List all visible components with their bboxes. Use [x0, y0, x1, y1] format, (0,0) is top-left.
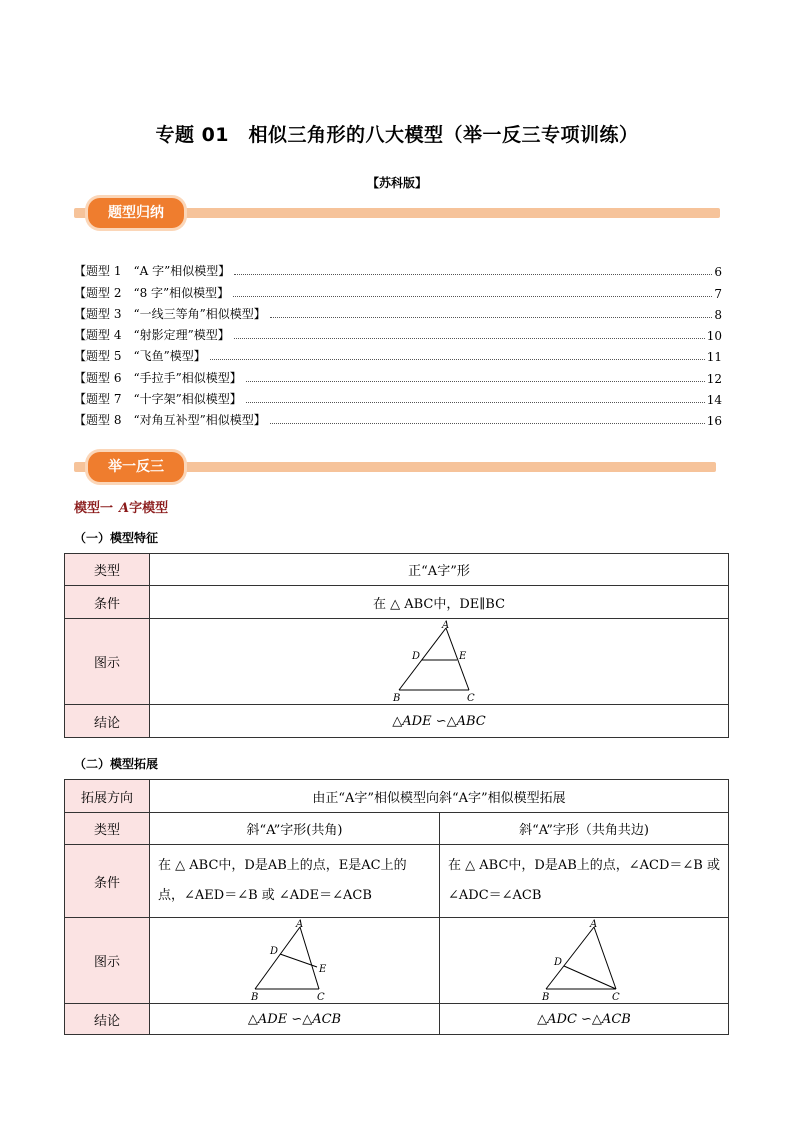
extension-heading: （二）模型拓展 [74, 757, 159, 771]
point-label-b: B [393, 692, 401, 704]
point-label-c: C [467, 692, 475, 704]
condition-left: 在 △ ABC中，D是AB上的点，E是AC上的点，∠AED＝∠B 或 ∠ADE＝∠ACB [150, 845, 440, 918]
page-title: 专题 01 相似三角形的八大模型（举一反三专项训练） [155, 124, 639, 146]
figure-right-cell [440, 918, 729, 1004]
extension-table [64, 779, 729, 1035]
figure-label: 图示 [65, 918, 150, 1004]
type-value: 正“A字”形 [150, 554, 729, 586]
direction-label: 拓展方向 [65, 780, 150, 813]
toc-item[interactable]: 【题型 2 “8 字”相似模型】 7 [74, 285, 722, 301]
type-label: 类型 [65, 554, 150, 586]
svg-text:A: A [295, 918, 303, 930]
conclusion-value: △ADE ∽△ABC [150, 705, 729, 738]
point-label-d: D [412, 650, 421, 662]
svg-text:B: B [542, 991, 550, 1003]
toc-item[interactable]: 【题型 3 “一线三等角”相似模型】 8 [74, 306, 722, 322]
condition-value: 在 △ ABC中，DE∥BC [150, 586, 729, 619]
svg-text:C: C [612, 991, 620, 1003]
table-of-contents [74, 258, 722, 428]
feature-heading: （一）模型特征 [74, 531, 159, 545]
conclusion-label: 结论 [65, 705, 150, 738]
toc-item[interactable]: 【题型 1 “A 字”相似模型】 6 [74, 264, 722, 280]
page-subtitle: 【苏科版】 [366, 176, 427, 190]
conclusion-label: 结论 [65, 1004, 150, 1035]
condition-label: 条件 [65, 586, 150, 619]
figure-left-cell [150, 918, 440, 1004]
section-heading: 模型一 A字模型 [74, 501, 169, 516]
shared-side-triangle-figure [534, 919, 634, 1003]
conclusion-right: △ADC ∽△ACB [440, 1004, 729, 1035]
svg-text:B: B [250, 991, 258, 1003]
svg-text:D: D [554, 956, 563, 968]
type-right: 斜“A”字形（共角共边) [440, 813, 729, 845]
figure-cell [150, 619, 729, 705]
feature-table [64, 553, 729, 738]
summary-banner-tag: 题型归纳 [88, 198, 184, 228]
condition-right: 在 △ ABC中，D是AB上的点，∠ACD＝∠B 或 ∠ADC＝∠ACB [440, 845, 729, 918]
type-left: 斜“A”字形(共角) [150, 813, 440, 845]
toc-item[interactable]: 【题型 5 “飞鱼”模型】 11 [74, 349, 722, 365]
toc-item[interactable]: 【题型 4 “射影定理”模型】 10 [74, 328, 722, 344]
direction-value: 由正“A字”相似模型向斜“A字”相似模型拓展 [150, 780, 729, 813]
svg-text:A: A [590, 918, 598, 930]
svg-text:C: C [316, 991, 325, 1003]
toc-item[interactable]: 【题型 6 “手拉手”相似模型】 12 [74, 370, 722, 386]
type-label: 类型 [65, 813, 150, 845]
toc-item[interactable]: 【题型 7 “十字架”相似模型】 14 [74, 392, 722, 408]
svg-text:E: E [318, 963, 326, 975]
point-label-e: E [459, 650, 467, 662]
oblique-triangle-figure [245, 919, 345, 1003]
triangle-figure [379, 620, 499, 704]
practice-banner-tag: 举一反三 [88, 452, 184, 482]
svg-text:D: D [269, 945, 278, 957]
condition-label: 条件 [65, 845, 150, 918]
toc-item[interactable]: 【题型 8 “对角互补型”相似模型】 16 [74, 413, 722, 429]
conclusion-left: △ADE ∽△ACB [150, 1004, 440, 1035]
point-label-a: A [442, 619, 450, 631]
figure-label: 图示 [65, 619, 150, 705]
